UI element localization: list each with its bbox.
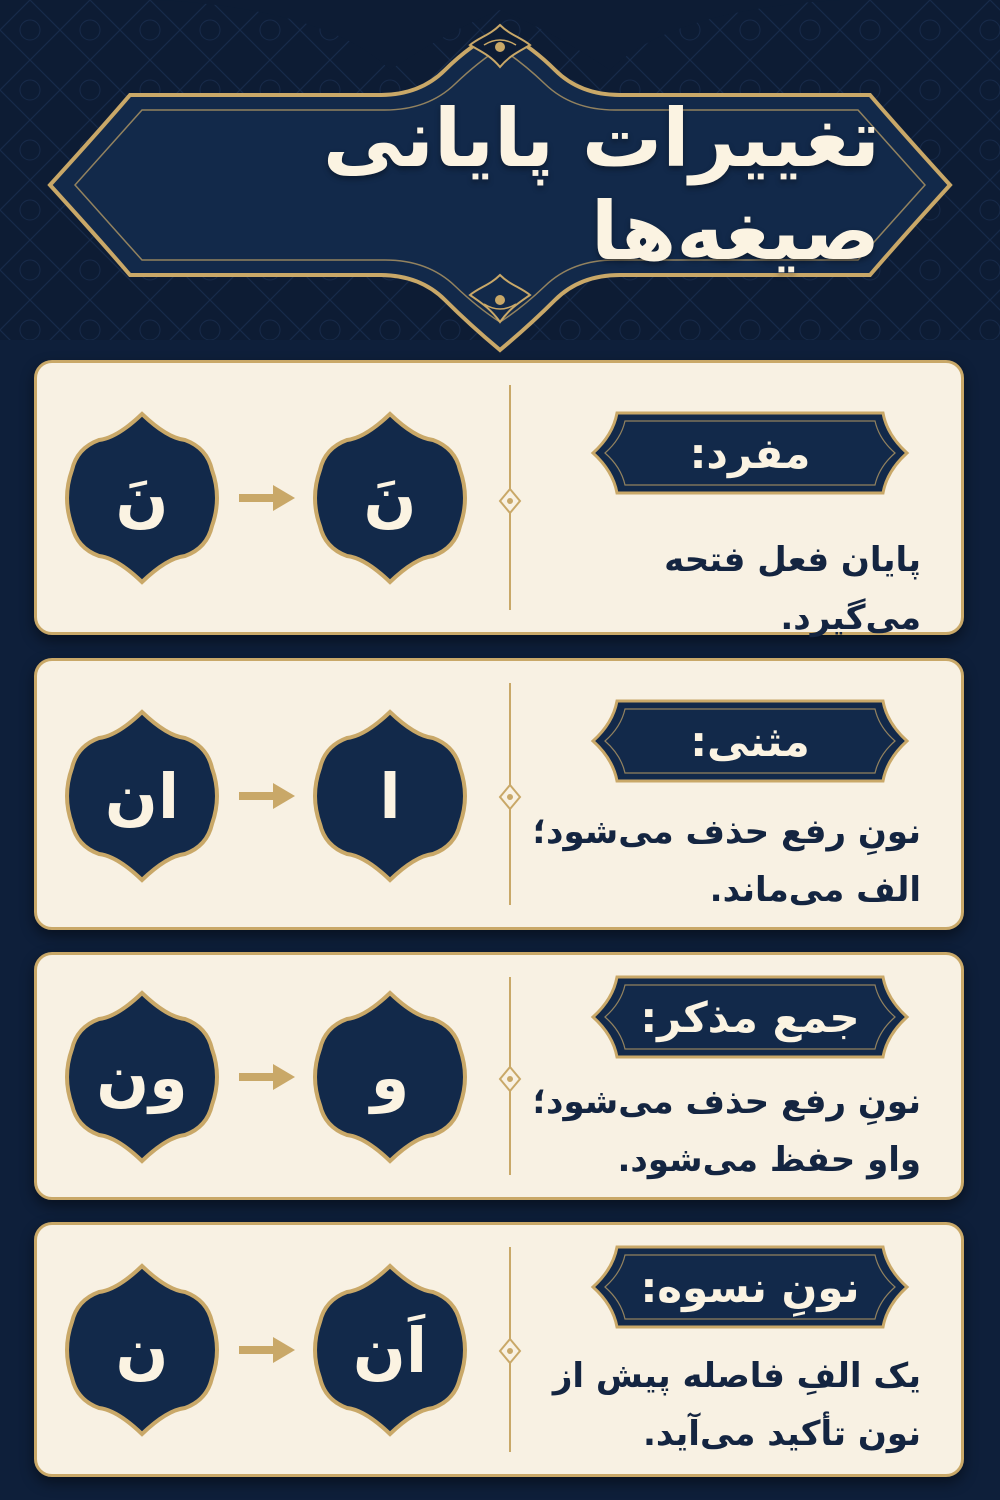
ending-to-label: و — [370, 1040, 410, 1114]
diamond-ornament-icon — [496, 783, 524, 811]
description-line: الف می‌ماند. — [709, 870, 921, 910]
header-banner — [0, 0, 1000, 360]
section-label: مفرد: — [689, 428, 811, 478]
ending-to-label: نَ — [363, 461, 417, 535]
diamond-ornament-icon — [496, 487, 524, 515]
ending-medal-to — [305, 408, 475, 588]
section-badge — [587, 405, 913, 501]
section-description — [521, 803, 921, 919]
section-badge — [587, 693, 913, 789]
description-line: نون تأکید می‌آید. — [642, 1414, 921, 1454]
ending-from-label: ون — [96, 1040, 188, 1114]
section-description — [521, 531, 921, 647]
card-jam-mudhakkar — [34, 952, 964, 1200]
ending-from-label: ن — [115, 1313, 169, 1387]
ending-from-label: ان — [104, 759, 180, 833]
arrow-right-icon — [237, 781, 297, 811]
section-label: مثنی: — [690, 716, 810, 766]
ending-medal-from — [57, 408, 227, 588]
description-line: نونِ رفع حذف می‌شود؛ — [532, 812, 921, 852]
page-title: تغییرات پایانی صیغه‌ها — [322, 92, 880, 278]
card-mufrad — [34, 360, 964, 638]
card-nun-niswa — [34, 1222, 964, 1477]
ending-medal-to — [305, 1260, 475, 1440]
ending-medal-to — [305, 706, 475, 886]
description-line: یک الفِ فاصله پیش از — [552, 1356, 921, 1396]
section-description — [521, 1347, 921, 1463]
ending-medal-to — [305, 987, 475, 1167]
description-line: واو حفظ می‌شود. — [617, 1140, 921, 1180]
section-description — [521, 1073, 921, 1189]
diamond-ornament-icon — [496, 1337, 524, 1365]
ending-from-label: نَ — [115, 461, 169, 535]
section-label: جمع مذکر: — [640, 992, 860, 1042]
section-badge — [587, 1239, 913, 1335]
description-line: نونِ رفع حذف می‌شود؛ — [532, 1082, 921, 1122]
description-line: پایان فعل فتحه می‌گیرد. — [664, 540, 921, 638]
arrow-right-icon — [237, 483, 297, 513]
card-muthanna — [34, 658, 964, 930]
section-label: نونِ نسوه: — [640, 1262, 860, 1312]
arrow-right-icon — [237, 1335, 297, 1365]
diamond-ornament-icon — [496, 1065, 524, 1093]
ending-to-label: ا — [379, 759, 401, 833]
ending-medal-from — [57, 706, 227, 886]
ending-medal-from — [57, 987, 227, 1167]
arrow-right-icon — [237, 1062, 297, 1092]
section-badge — [587, 969, 913, 1065]
ending-to-label: اَن — [352, 1313, 428, 1387]
ending-medal-from — [57, 1260, 227, 1440]
